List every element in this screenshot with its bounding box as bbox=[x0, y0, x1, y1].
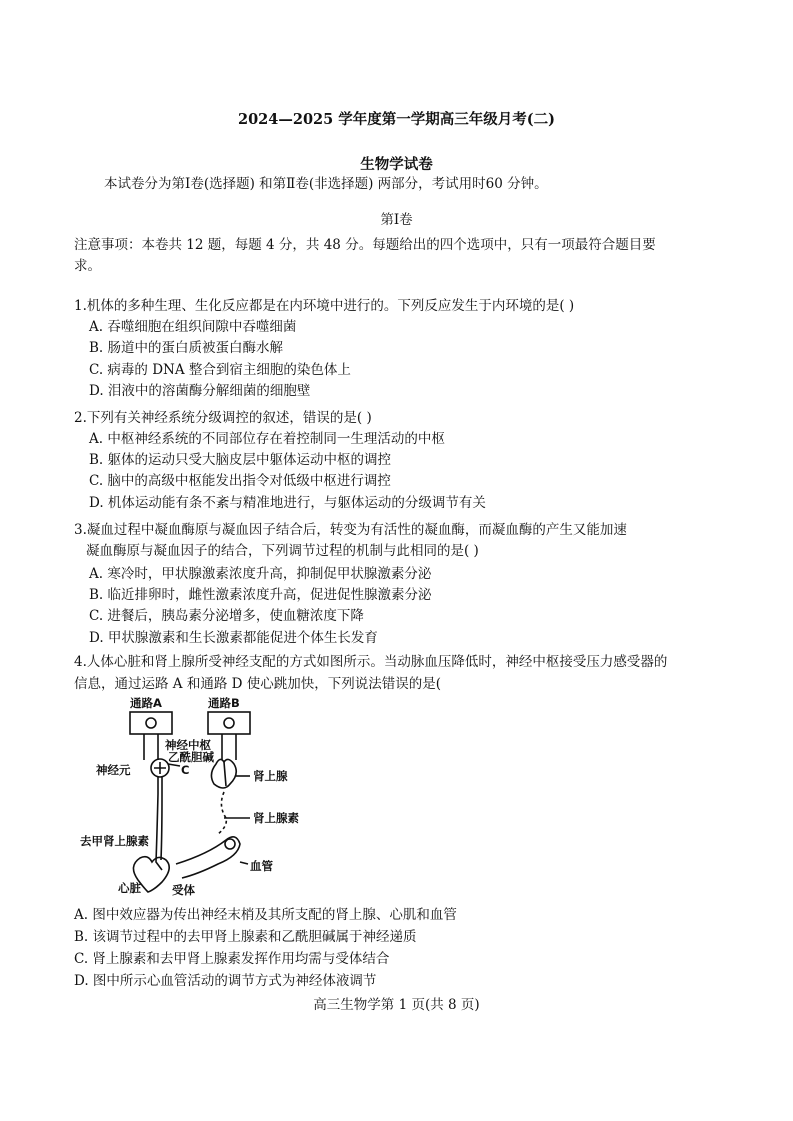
label-adrenal: 肾上腺 bbox=[253, 769, 288, 783]
pathway-a-fibers bbox=[144, 734, 158, 760]
exam-title: 2024—2025 学年度第一学期高三年级月考(二) bbox=[238, 111, 555, 128]
question-4-option-a: A. 图中效应器为传出神经末梢及其所支配的肾上腺、心肌和血管 bbox=[74, 907, 457, 923]
blood-vessel bbox=[176, 837, 240, 878]
c-leader bbox=[168, 764, 180, 766]
vessel-lumen bbox=[225, 839, 235, 849]
label-vessel: 血管 bbox=[250, 859, 273, 873]
pathway-b-box bbox=[208, 712, 250, 734]
label-center: 神经中枢 bbox=[165, 738, 211, 752]
adrenal-gland-line bbox=[224, 762, 226, 786]
question-1-option-c: C. 病毒的 DNA 整合到宿主细胞的染色体上 bbox=[89, 362, 351, 378]
question-3-option-c: C. 进餐后，胰岛素分泌增多，使血糖浓度下降 bbox=[89, 608, 364, 624]
question-2-stem: 2.下列有关神经系统分级调控的叙述，错误的是( ) bbox=[74, 410, 372, 426]
question-1-option-b: B. 肠道中的蛋白质被蛋白酶水解 bbox=[89, 340, 284, 356]
question-2-option-a: A. 中枢神经系统的不同部位存在着控制同一生理活动的中枢 bbox=[89, 431, 445, 447]
notice-line-1: 注意事项：本卷共 12 题，每题 4 分，共 48 分。每题给出的四个选项中，只有一项最符合题目要 bbox=[74, 237, 656, 253]
pathway-b-fibers bbox=[222, 734, 236, 760]
label-pathway-b: 通路B bbox=[208, 696, 240, 710]
question-3-option-d: D. 甲状腺激素和生长激素都能促进个体生长发育 bbox=[89, 630, 378, 646]
pathway-a-neuron bbox=[146, 718, 156, 728]
subject-title: 生物学试卷 bbox=[360, 156, 433, 173]
label-noradrenaline: 去甲肾上腺素 bbox=[80, 834, 149, 848]
question-3-stem-line-1: 3.凝血过程中凝血酶原与凝血因子结合后，转变为有活性的凝血酶，而凝血酶的产生又能加速 bbox=[74, 522, 627, 538]
question-2-option-b: B. 躯体的运动只受大脑皮层中躯体运动中枢的调控 bbox=[89, 452, 392, 468]
label-adrenaline: 肾上腺素 bbox=[253, 811, 299, 825]
hormone-path bbox=[218, 792, 226, 834]
diagram-svg bbox=[78, 694, 318, 899]
question-1-option-d: D. 泪液中的溶菌酶分解细菌的细胞壁 bbox=[89, 383, 311, 399]
noradrenaline-axon-2 bbox=[161, 777, 162, 860]
page-footer: 高三生物学第 1 页(共 8 页) bbox=[313, 997, 480, 1013]
label-c: C bbox=[181, 763, 190, 777]
intro-text: 本试卷分为第Ⅰ卷(选择题) 和第Ⅱ卷(非选择题) 两部分，考试用时60 分钟。 bbox=[104, 176, 548, 192]
nerve-regulation-diagram bbox=[78, 694, 318, 899]
question-4-option-d: D. 图中所示心血管活动的调节方式为神经体液调节 bbox=[74, 973, 377, 989]
pathway-b-neuron bbox=[224, 718, 234, 728]
label-neuron: 神经元 bbox=[96, 763, 131, 777]
notice-line-2: 求。 bbox=[74, 258, 101, 274]
question-2-option-c: C. 脑中的高级中枢能发出指令对低级中枢进行调控 bbox=[89, 473, 391, 489]
label-receptor: 受体 bbox=[172, 883, 195, 897]
label-acetylcholine: 乙酰胆碱 bbox=[168, 750, 214, 764]
vessel-leader bbox=[240, 862, 248, 864]
question-2-option-d: D. 机体运动能有条不紊与精准地进行，与躯体运动的分级调节有关 bbox=[89, 495, 486, 511]
section-title: 第Ⅰ卷 bbox=[380, 212, 413, 228]
question-4-stem-line-1: 4.人体心脏和肾上腺所受神经支配的方式如图所示。当动脉血压降低时，神经中枢接受压力感受器的 bbox=[74, 654, 668, 670]
question-4-option-c: C. 肾上腺素和去甲肾上腺素发挥作用均需与受体结合 bbox=[74, 951, 390, 967]
question-4-option-b: B. 该调节过程中的去甲肾上腺素和乙酰胆碱属于神经递质 bbox=[74, 929, 417, 945]
question-3-option-a: A. 寒冷时，甲状腺激素浓度升高，抑制促甲状腺激素分泌 bbox=[89, 566, 432, 582]
question-3-stem-line-2: 凝血酶原与凝血因子的结合，下列调节过程的机制与此相同的是( ) bbox=[86, 543, 479, 559]
label-heart: 心脏 bbox=[118, 881, 141, 895]
question-1-option-a: A. 吞噬细胞在组织间隙中吞噬细菌 bbox=[89, 319, 297, 335]
pathway-a-box bbox=[130, 712, 172, 734]
question-1-stem: 1.机体的多种生理、生化反应都是在内环境中进行的。下列反应发生于内环境的是( ) bbox=[74, 298, 575, 314]
label-pathway-a: 通路A bbox=[130, 696, 162, 710]
question-4-stem-line-2: 信息，通过运路 A 和通路 D 使心跳加快，下列说法错误的是( bbox=[74, 676, 442, 692]
question-3-option-b: B. 临近排卵时，雌性激素浓度升高，促进促性腺激素分泌 bbox=[89, 587, 432, 603]
neuron-c-core bbox=[154, 762, 166, 774]
